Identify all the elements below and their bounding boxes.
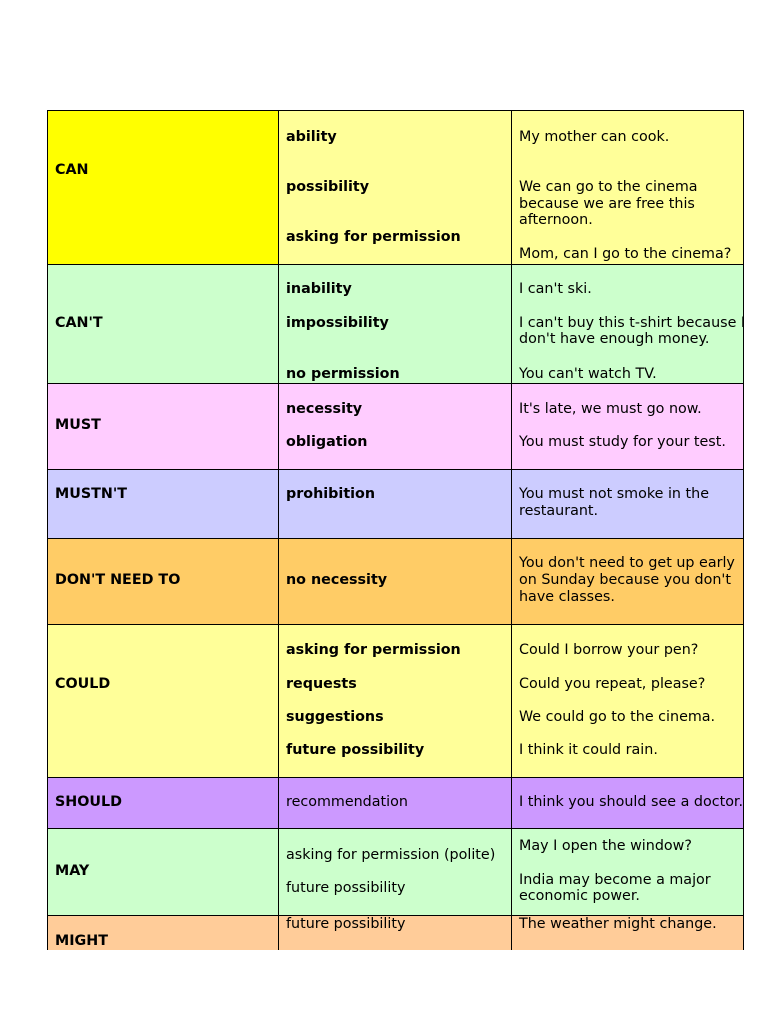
table-row: [48, 111, 743, 264]
example-text: We could go to the cinema.: [519, 709, 716, 725]
use-cell: [279, 470, 512, 538]
use-text: necessity: [286, 401, 363, 417]
use-text: possibility: [286, 179, 370, 195]
example-cell: [512, 778, 743, 828]
use-text: impossibility: [286, 315, 389, 331]
example-text: have classes.: [519, 589, 615, 605]
example-cell: [512, 539, 743, 624]
use-cell: [279, 916, 512, 950]
table-row: [48, 538, 743, 624]
use-text: inability: [286, 281, 352, 297]
example-text: Could I borrow your pen?: [519, 642, 699, 658]
example-cell: [512, 916, 743, 950]
modal-cell: [48, 384, 279, 469]
use-text: suggestions: [286, 709, 384, 725]
use-text: no permission: [286, 366, 400, 382]
modal-cell: [48, 778, 279, 828]
use-text: asking for permission: [286, 642, 461, 658]
table-row: [48, 264, 746, 383]
example-text: You can't watch TV.: [519, 366, 657, 382]
example-text: afternoon.: [519, 212, 593, 228]
modal-cell: [48, 829, 279, 915]
table-row: [48, 915, 743, 950]
use-text: asking for permission (polite): [286, 847, 496, 863]
use-cell: [279, 111, 512, 264]
use-cell: [279, 625, 512, 777]
modal-cell: [48, 111, 279, 264]
example-text: I think you should see a doctor.: [519, 794, 744, 810]
modal-cell: [48, 265, 279, 383]
table-row: [48, 828, 743, 915]
modal-cell: [48, 539, 279, 624]
example-cell: [512, 265, 746, 383]
use-cell: [279, 778, 512, 828]
modal-cell: [48, 470, 279, 538]
modal-label: COULD: [55, 676, 111, 692]
example-text: restaurant.: [519, 503, 599, 519]
example-text: because we are free this: [519, 196, 695, 212]
example-text: India may become a major: [519, 872, 711, 888]
example-text: You must not smoke in the: [519, 486, 710, 502]
use-text: requests: [286, 676, 357, 692]
use-text: no necessity: [286, 572, 388, 588]
use-text: prohibition: [286, 486, 376, 502]
example-text: I can't ski.: [519, 281, 592, 297]
example-text: The weather might change.: [519, 916, 717, 932]
example-text: I can't buy this t-shirt because I: [519, 315, 746, 331]
use-text: future possibility: [286, 916, 406, 932]
modal-cell: [48, 625, 279, 777]
modal-label: MUST: [55, 417, 101, 433]
modal-label: CAN: [55, 162, 89, 178]
modal-label: DON'T NEED TO: [55, 572, 181, 588]
example-text: My mother can cook.: [519, 129, 670, 145]
modal-label: MUSTN'T: [55, 486, 127, 502]
use-cell: [279, 384, 512, 469]
modal-cell: [48, 916, 279, 950]
example-text: You don't need to get up early: [519, 555, 735, 571]
modal-label: SHOULD: [55, 794, 123, 810]
example-text: on Sunday because you don't: [519, 572, 731, 588]
example-text: don't have enough money.: [519, 331, 710, 347]
table-row: [48, 383, 743, 469]
example-cell: [512, 111, 743, 264]
table-row: [48, 624, 743, 777]
example-text: Mom, can I go to the cinema?: [519, 246, 732, 262]
use-cell: [279, 539, 512, 624]
use-cell: [279, 265, 512, 383]
use-text: future possibility: [286, 880, 406, 896]
modal-label: MIGHT: [55, 933, 108, 949]
example-text: economic power.: [519, 888, 640, 904]
modal-label: CAN'T: [55, 315, 103, 331]
example-text: You must study for your test.: [519, 434, 726, 450]
example-cell: [512, 470, 743, 538]
table-row: [48, 469, 743, 538]
modal-label: MAY: [55, 863, 90, 879]
use-text: obligation: [286, 434, 368, 450]
example-text: May I open the window?: [519, 838, 692, 854]
example-text: It's late, we must go now.: [519, 401, 702, 417]
example-text: I think it could rain.: [519, 742, 658, 758]
example-cell: [512, 384, 743, 469]
modal-verbs-table: [47, 110, 744, 950]
example-cell: [512, 625, 743, 777]
use-text: asking for permission: [286, 229, 461, 245]
use-text: ability: [286, 129, 337, 145]
example-cell: [512, 829, 743, 915]
use-text: future possibility: [286, 742, 425, 758]
use-text: recommendation: [286, 794, 408, 810]
example-text: Could you repeat, please?: [519, 676, 706, 692]
table-row: [48, 777, 743, 828]
use-cell: [279, 829, 512, 915]
example-text: We can go to the cinema: [519, 179, 698, 195]
